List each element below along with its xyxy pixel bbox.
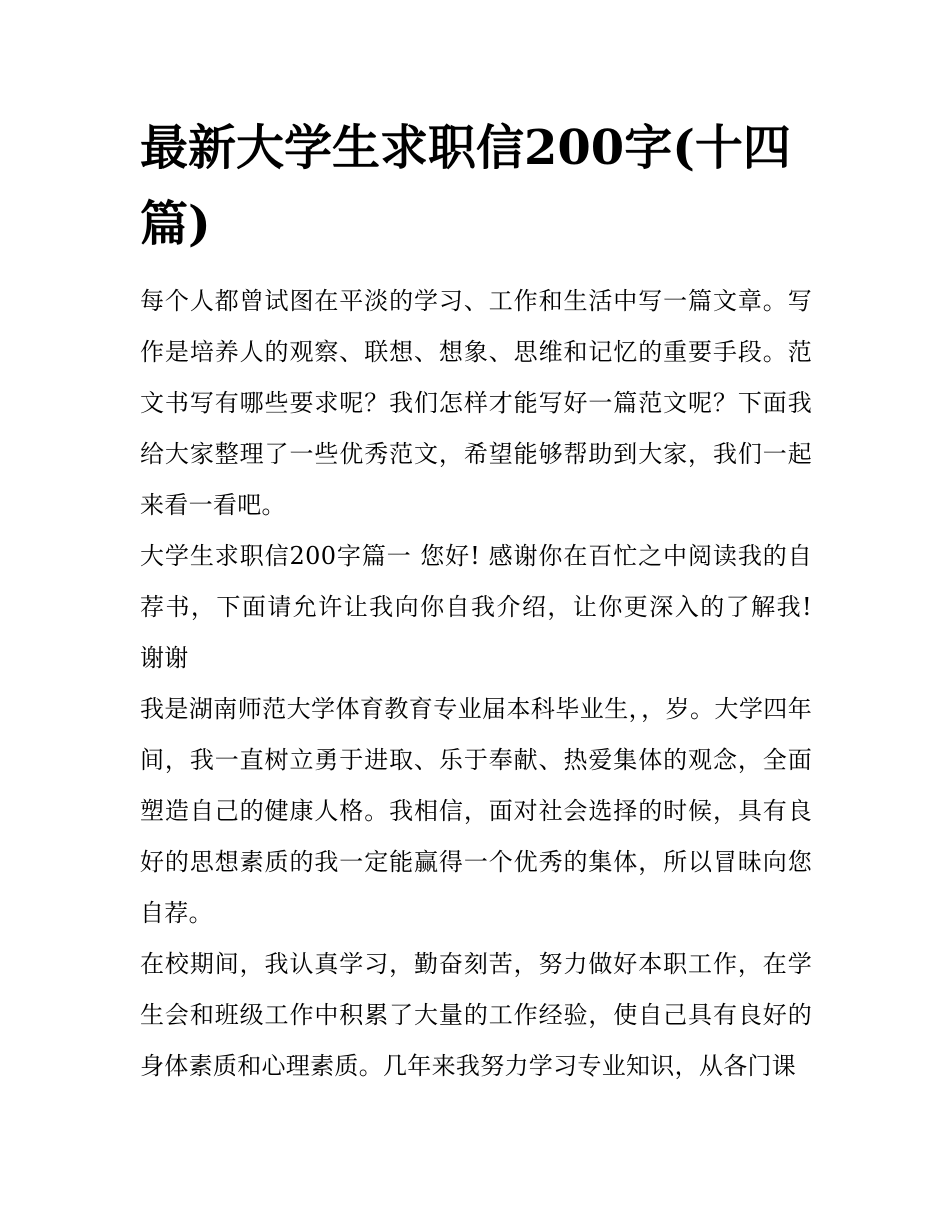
document-body [140,110,812,1092]
letter-opening-paragraph: 大学生求职信200字篇一 您好! 感谢你在百忙之中阅读我的自荐书，下面请允许让我向你自我介绍，让你更深入的了解我! 谢谢 [140,542,812,672]
self-introduction-paragraph: 我是湖南师范大学体育教育专业届本科毕业生，，岁。大学四年间，我一直树立勇于进取、乐于奉献、热爱集体的观念，全面塑造自己的健康人格。我相信，面对社会选择的时候，具有良好的思想素质的我一定能赢得一个优秀的集体，所以冒昧向您自荐。 [140,695,812,927]
intro-paragraph: 每个人都曾试图在平淡的学习、工作和生活中写一篇文章。写作是培养人的观察、联想、想象、思维和记忆的重要手段。范文书写有哪些要求呢？我们怎样才能写好一篇范文呢？下面我给大家整理了一些优秀范文，希望能够帮助到大家，我们一起来看一看吧。 [140,287,812,519]
school-experience-paragraph: 在校期间，我认真学习，勤奋刻苦，努力做好本职工作，在学生会和班级工作中积累了大量的工作经验，使自己具有良好的身体素质和心理素质。几年来我努力学习专业知识，从各门课 [140,950,812,1080]
document-title: 最新大学生求职信200字(十四篇) [140,120,791,252]
